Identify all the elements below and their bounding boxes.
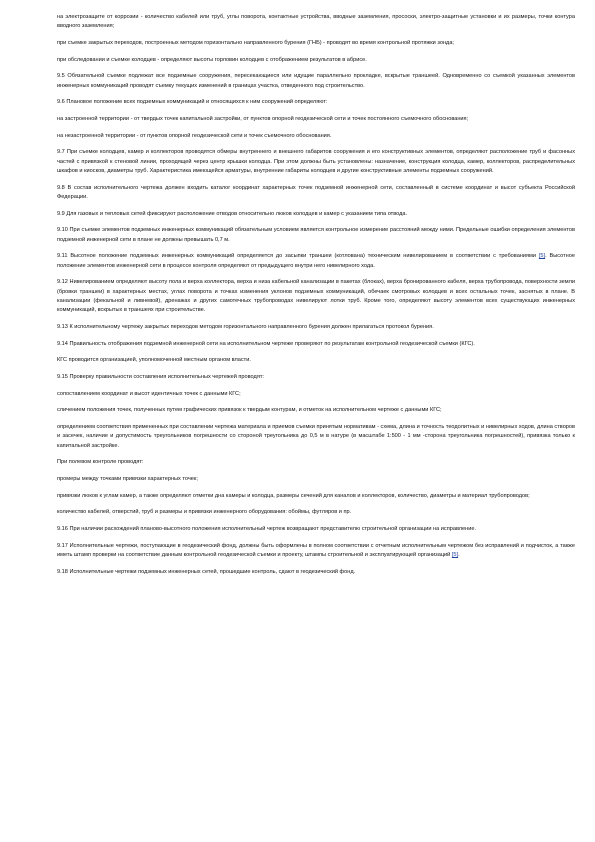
paragraph-9-11-tail: . Высотное положение элементов инженерной сети в процессе контроля определяют от предыдущего внутри него нивелирного хода. [57,253,575,269]
paragraph-hatch-bindings: привязки люков к углам камер, а также определяют отметки дна камеры и колодца, размеры сечений для каналов и коллекторов, количество, диаметры и материал трубопроводов; [57,492,530,499]
paragraph-cable-count: количество кабелей, отверстий, труб и размеры и привязки инженерного оборудования: обоймы, футляров и пр. [57,509,352,516]
paragraph-9-17 [57,542,575,561]
reference-link[interactable]: [5] [538,253,546,260]
paragraph-9-13: 9.13 К исполнительному чертежу закрытых переходов методом горизонтального направленного бурения должен прилагаться протокол бурения. [57,323,434,330]
paragraph-9-15: 9.15 Проверку правильности составления исполнительных чертежей проводят: [57,373,264,380]
paragraph-compare-points: сличением положения точек, полученных путем графических привязок к твердым контурам, и отметок на исполнительном чертеже с данными КГС; [57,407,442,414]
paragraph-field-control: При полевом контроле проводят: [57,459,144,466]
paragraph-survey-norms: определением соответствия примененных при составлении чертежа материала и приемов съемки принятым нормативам - схема, длина и точность теодолитных и нивелирных ходов, длина створов и засечек, наличие и допустимость треугольников погрешности со стороной треугольника до 0,5 м в натуре (в масштабе 1:500 - 1 мм -сторона треугольника погрешностей), привязка только к капитальной застройке. [57,424,575,449]
paragraph-electroprotection: на электрозащите от коррозии - количество кабелей или труб, углы поворота, контактные устройства, вводные заземления, прососки, электро-защитные установки и их размеры, точки контура вводного заземления; [57,14,575,30]
paragraph-9-7: 9.7 При съемке колодцев, камер и коллекторов проводятся обмеры внутреннего и внешнего габаритов сооружения и его конструктивных элементов, определяют расположение труб и фасонных частей с привязкой к стеновой линии, проходящей через центр крышки колодца. При этом должны быть установлены: назначение, конструкция колодца, камер, коллекторов, распределительных шкафов и киосков, диаметры труб. Характеристика имеющейся арматуры, внутренние габариты колодцев и другие конструктивные элементы подземных сооружений. [57,149,575,174]
paragraph-9-5: 9.5 Обязательной съемке подлежат все подземные сооружения, пересекающиеся или идущие параллельно прокладке, вскрытые траншеей. Одновременно со съемкой указанных элементов инженерных коммуникаций проводят съемку текущих изменений в границах участка, отведенного под строительство. [57,73,575,89]
paragraph-kgs: КГС проводится организацией, уполномоченной местным органом власти. [57,357,251,364]
paragraph-9-16: 9.16 При наличии расхождений планово-высотного положения исполнительный чертеж возвращают представителю строительной организации на исправление. [57,526,477,533]
paragraph-9-17-text: 9.17 Исполнительные чертежи, поступающие в геодезический фонд, должны быть оформлены в полном соответствии с отчетным исполнительным чертежом без исправлений и подчисток, а также иметь штамп проверки на соответствие данным контрольной геодезической съемки и проекту, штампы строительной и эксплуатирующей организаций [57,542,575,559]
paragraph-compare-coordinates: сопоставлением координат и высот идентичных точек с данными КГС; [57,390,241,397]
paragraph-9-11-text: 9.11 Высотное положение подземных инженерных коммуникаций определяется до засыпки траншеи (котлована) техническим нивелированием в соответствии с требованиями [57,253,539,260]
paragraph-9-17-tail: . [458,552,460,559]
paragraph-well-survey: при обследовании и съемке колодцев - определяют высоты горловин колодцев с отображением результатов в абрисе. [57,56,367,63]
paragraph-unbuilt-territory: на незастроенной территории - от пунктов опорной геодезической сети и точек съемочного обоснования. [57,132,332,139]
reference-link[interactable]: [5] [451,552,459,559]
paragraph-measurements: промеры между точками привязки характерных точек; [57,476,198,482]
paragraph-9-14: 9.14 Правильность отображения подземной инженерной сети на исполнительном чертеже проверяют по результатам контрольной геодезической съемки (КГС). [57,340,475,347]
paragraph-9-10: 9.10 При съемке элементов подземных инженерных коммуникаций обязательным условием является контрольное измерение расстояний между ними. Предельные ошибки определения элементов подземной инженерной сети в плане не должны превышать 0,7 м. [57,227,575,243]
paragraph-9-12: 9.12 Нивелированием определяют высоту пола и верха коллектора, верха и низа кабельной канализации в пакетах (блоках), верха бронированного кабеля, верха трубопровода, поверхности земли (бровки траншеи) в характерных местах, углах поворота и точках изменения уклонов подземных коммуникаций, обечаек смотровых колодцев и всех остальных точек, заснятых в плане. В канализации (фекальной и ливневой), дренажах и других самотечных трубопроводах нивелируют лотки труб. Кроме того, определяют высоту элементов всех существующих инженерных коммуникаций, вскрытых в траншеях при строительстве. [57,279,575,314]
paragraph-9-6: 9.6 Плановое положение всех подземных коммуникаций и относящихся к ним сооружений определяют: [57,99,328,106]
paragraph-9-8: 9.8 В состав исполнительного чертежа должен входить каталог координат характерных точек подземной инженерной сети, составленный в системе координат и высот субъекта Российской Федерации. [57,184,575,200]
paragraph-9-11 [57,252,575,271]
paragraph-9-9: 9.9 Для газовых и тепловых сетей фиксируют расположение отводов относительно люков колодцев и камер с указанием типа отвода. [57,210,408,217]
paragraph-built-territory: на застроенной территории - от твердых точек капитальной застройки, от пунктов опорной геодезической сети и точек постоянного съемочного обоснования; [57,116,469,123]
paragraph-gnb-survey: при съемке закрытых переходов, построенных методом горизонтально направленного бурения (ГНБ) - проводят во время контрольной протяжки зонда; [57,39,454,46]
paragraph-9-18: 9.18 Исполнительные чертежи подземных инженерных сетей, прошедшие контроль, сдают в геодезический фонд. [57,568,356,575]
